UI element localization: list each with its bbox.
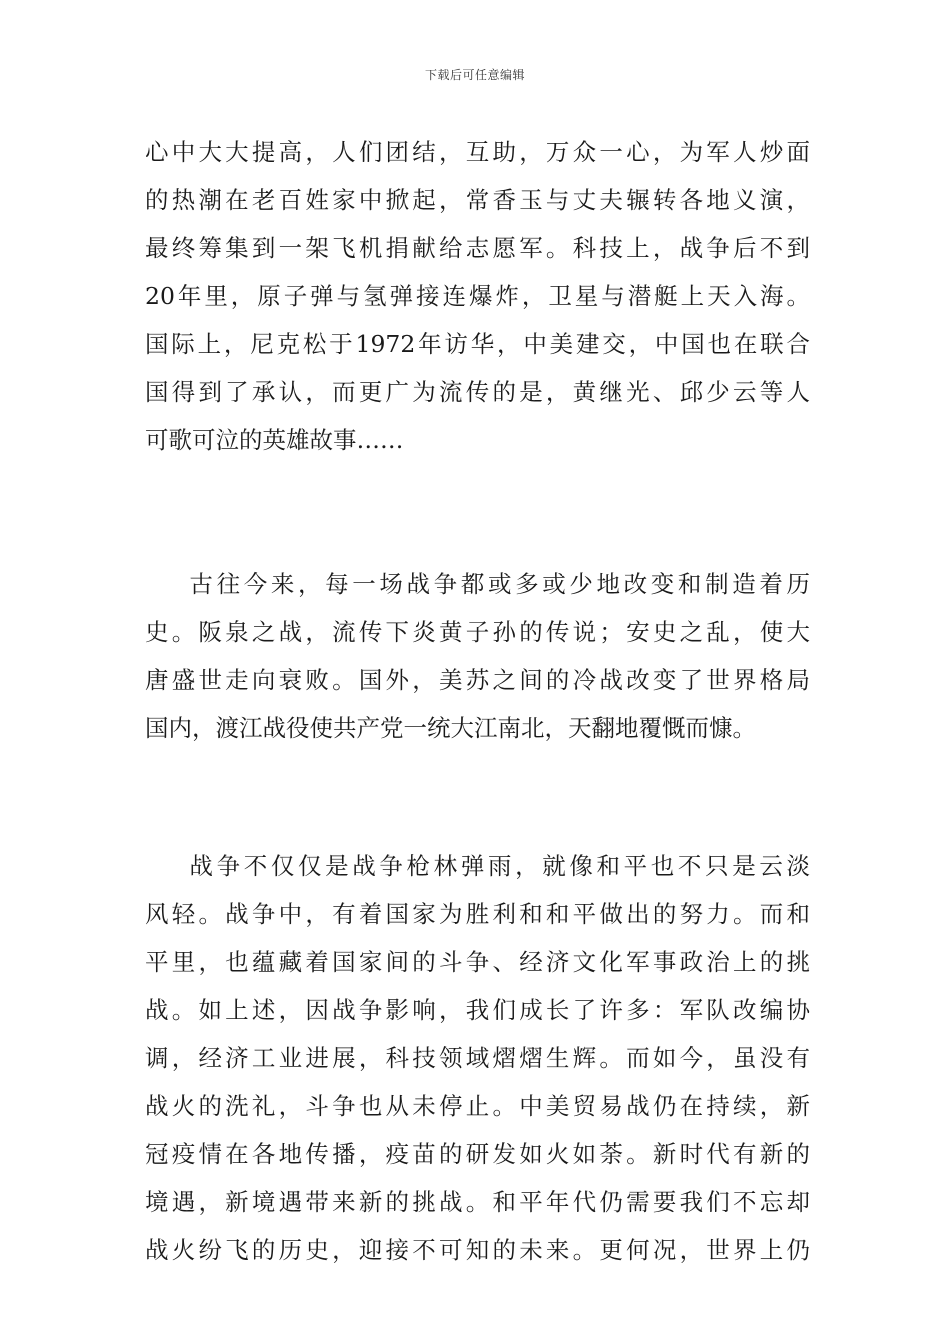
paragraph-1 (145, 128, 810, 464)
text-line: 20年里，原子弹与氢弹接连爆炸，卫星与潜艇上天入海。 (145, 282, 810, 310)
paragraph-spacer (145, 752, 810, 797)
text-line: 古往今来，每一场战争都或多或少地改变和制造着历 (145, 570, 810, 598)
text-line: 国得到了承认，而更广为流传的是，黄继光、邱少云等人 (145, 378, 810, 406)
text-line: 可歌可泣的英雄故事…… (145, 426, 404, 454)
text-line: 冠疫情在各地传播，疫苗的研发如火如荼。新时代有新的 (145, 1140, 810, 1168)
text-line: 战争不仅仅是战争枪林弹雨，就像和平也不只是云淡 (145, 852, 810, 880)
text-line: 战。如上述，因战争影响，我们成长了许多：军队改编协 (145, 996, 810, 1024)
text-line: 风轻。战争中，有着国家为胜利和和平做出的努力。而和 (145, 900, 810, 928)
paragraph-spacer (145, 797, 810, 842)
text-line: 战火的洗礼，斗争也从未停止。中美贸易战仍在持续，新 (145, 1092, 810, 1120)
paragraph-3 (145, 842, 810, 1274)
paragraph-spacer (145, 464, 810, 512)
text-line: 史。阪泉之战，流传下炎黄子孙的传说；安史之乱，使大 (145, 618, 810, 646)
text-line: 心中大大提高，人们团结，互助，万众一心，为军人炒面 (145, 138, 810, 166)
text-line: 国内，渡江战役使共产党一统大江南北，天翻地覆慨而慷。 (145, 714, 756, 742)
text-line: 战火纷飞的历史，迎接不可知的未来。更何况，世界上仍 (145, 1236, 810, 1264)
text-line: 唐盛世走向衰败。国外，美苏之间的冷战改变了世界格局 (145, 666, 810, 694)
paragraph-spacer (145, 512, 810, 560)
document-body (145, 128, 810, 1274)
text-line: 国际上，尼克松于1972年访华，中美建交，中国也在联合 (145, 330, 810, 358)
text-line: 最终筹集到一架飞机捐献给志愿军。科技上，战争后不到 (145, 234, 810, 262)
paragraph-2 (145, 560, 810, 752)
text-line: 境遇，新境遇带来新的挑战。和平年代仍需要我们不忘却 (145, 1188, 810, 1216)
text-line: 平里，也蕴藏着国家间的斗争、经济文化军事政治上的挑 (145, 948, 810, 976)
text-line: 的热潮在老百姓家中掀起，常香玉与丈夫辗转各地义演， (145, 186, 810, 214)
text-line: 调，经济工业进展，科技领域熠熠生辉。而如今，虽没有 (145, 1044, 810, 1072)
page-header: 下载后可任意编辑 (424, 68, 525, 82)
